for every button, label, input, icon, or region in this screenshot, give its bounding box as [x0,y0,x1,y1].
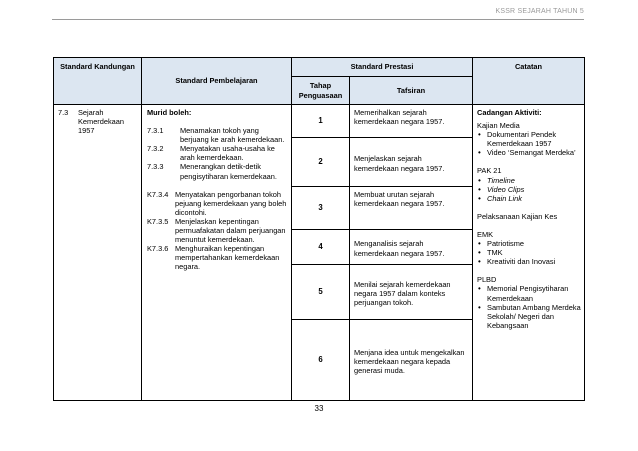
standard-kandungan-cell [54,105,142,401]
kajian-media-list [477,130,581,157]
standard-pembelajaran-cell [142,105,292,401]
header-divider [52,19,584,20]
plbd-label: PLBD [477,275,497,285]
cadangan-aktiviti-heading: Cadangan Aktiviti: [477,108,542,117]
tafsiran-level-1: Memerihalkan sejarah kemerdekaan negara 1957. [350,105,473,138]
standard-kandungan-code: 7.3 [58,108,69,117]
tafsiran-level-6: Menjana idea untuk mengekalkan kemerdekaan negara kepada generasi muda. [350,320,473,401]
header-catatan: Catatan [473,58,585,105]
tafsiran-level-4: Menganalisis sejarah kemerdekaan negara 1957. [350,230,473,265]
tahap-level-2: 2 [292,138,350,187]
list-item: • Sambutan Ambang Merdeka Sekolah/ Negeri dan Kebangsaan [477,303,581,330]
pak21-label: PAK 21 [477,166,502,176]
kajian-media-label: Kajian Media [477,121,520,131]
header-standard-kandungan: Standard Kandungan [54,58,142,105]
pembelajaran-item: K7.3.5 Menjelaskan kepentingan permuafakatan dalam perjuangan menuntut kemerdekaan. [147,216,286,245]
header-standard-pembelajaran: Standard Pembelajaran [142,58,292,105]
catatan-cell [473,105,585,401]
list-item: • Timeline [477,176,581,185]
plbd-list [477,284,581,329]
list-item: • Video Clips [477,185,581,194]
tahap-level-5: 5 [292,265,350,320]
tafsiran-level-2: Menjelaskan sejarah kemerdekaan negara 1957. [350,138,473,187]
tahap-level-4: 4 [292,230,350,265]
list-item: • Chain Link [477,194,581,203]
header-tahap-penguasaan: Tahap Penguasaan [292,77,350,105]
curriculum-table [53,57,585,401]
pak21-list [477,176,581,203]
tahap-level-1: 1 [292,105,350,138]
list-item: • TMK [477,248,581,257]
list-item: • Kreativiti dan Inovasi [477,257,581,266]
page-number: 33 [314,404,324,413]
murid-boleh-label: Murid boleh: [147,108,192,117]
list-item: • Memorial Pengisytiharan Kemerdekaan [477,284,581,302]
tafsiran-level-3: Membuat urutan sejarah kemerdekaan negara 1957. [350,187,473,230]
pembelajaran-item: 7.3.3 Menerangkan detik-detik pengisytiharan kemerdekaan. [147,162,277,181]
emk-list [477,239,581,266]
pembelajaran-item: 7.3.2 Menyatakan usaha-usaha ke arah kemerdekaan. [147,144,275,163]
list-item: • Video ‘Semangat Merdeka’ [477,148,581,157]
pembelajaran-item: K7.3.4 Menyatakan pengorbanan tokoh pejuang kemerdekaan yang boleh dicontohi. [147,189,287,217]
list-item: • Patriotisme [477,239,581,248]
header-standard-prestasi: Standard Prestasi [292,58,473,77]
pelaksanaan-kajian-kes: Pelaksanaan Kajian Kes [477,211,558,221]
emk-label: EMK [477,229,494,239]
pembelajaran-item: 7.3.1 Menamakan tokoh yang berjuang ke arah kemerdekaan. [147,126,285,145]
tafsiran-level-5: Menilai sejarah kemerdekaan negara 1957 dalam konteks perjuangan tokoh. [350,265,473,320]
header-tafsiran: Tafsiran [350,77,473,105]
standard-kandungan-title: Sejarah Kemerdekaan 1957 [78,108,125,136]
running-header: KSSR SEJARAH TAHUN 5 [495,8,584,15]
list-item: • Dokumentari Pendek Kemerdekaan 1957 [477,130,581,148]
tahap-level-3: 3 [292,187,350,230]
tahap-level-6: 6 [292,320,350,401]
pembelajaran-item: K7.3.6 Menghuraikan kepentingan mempertahankan kemerdekaan negara. [147,244,280,272]
